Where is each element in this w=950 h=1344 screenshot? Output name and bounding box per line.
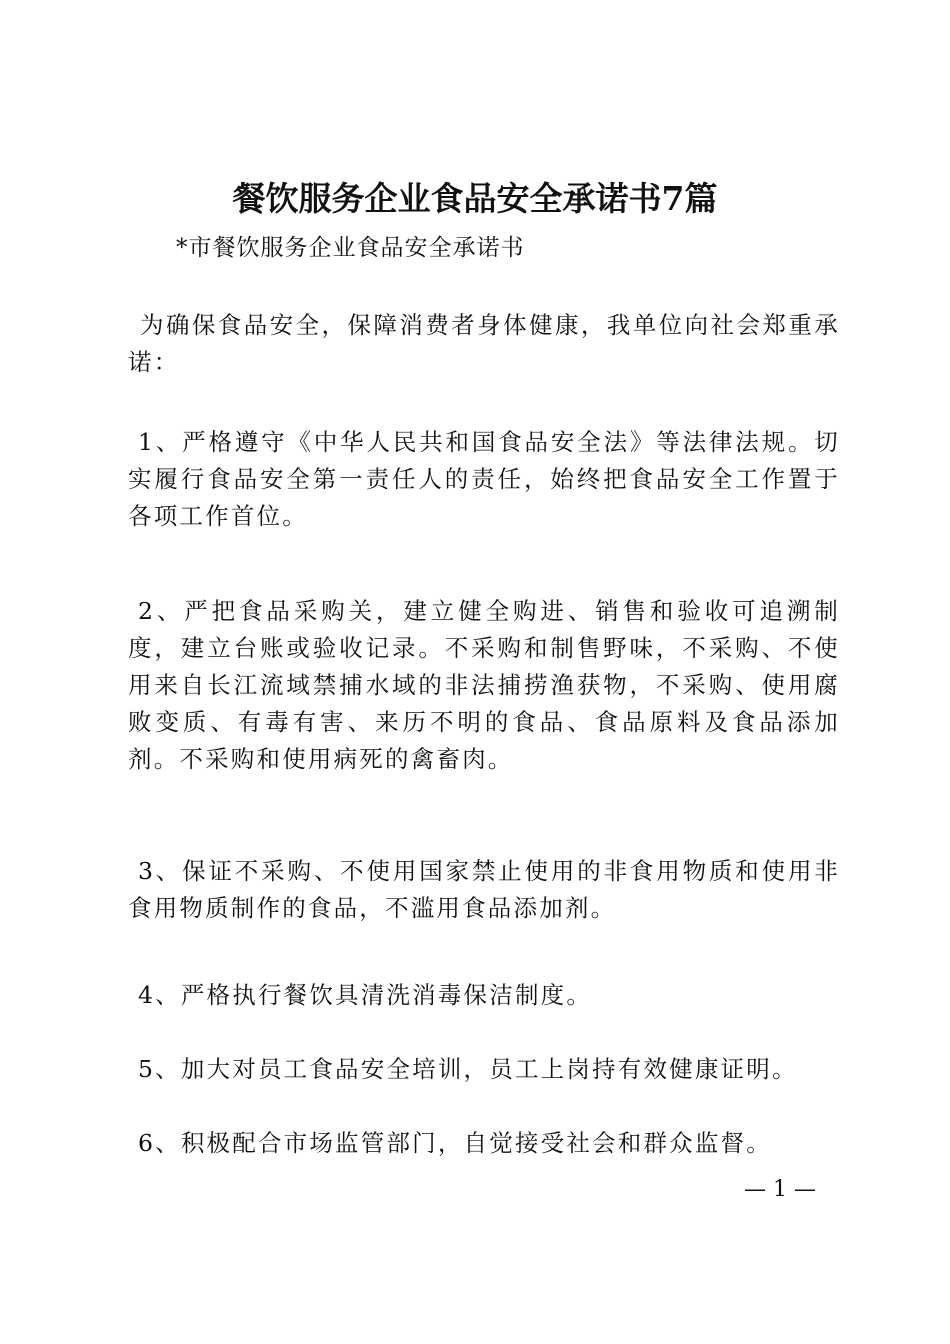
commitment-item-2: 2、严把食品采购关，建立健全购进、销售和验收可追溯制度，建立台账或验收记录。不采购和制售野味，不采购、不使用来自长江流域禁捕水域的非法捕捞渔获物，不采购、使用腐败变质、有毒有害、来历不明的食品、食品原料及食品添加剂。不采购和使用病死的禽畜肉。 xyxy=(128,597,840,773)
intro-paragraph: 为确保食品安全，保障消费者身体健康，我单位向社会郑重承诺： xyxy=(128,311,840,376)
commitment-item-1: 1、严格遵守《中华人民共和国食品安全法》等法律法规。切实履行食品安全第一责任人的责任，始终把食品安全工作置于各项工作首位。 xyxy=(128,428,840,530)
page-number: — 1 — xyxy=(744,1177,816,1202)
document-title: 餐饮服务企业食品安全承诺书7篇 xyxy=(232,179,718,218)
commitment-item-5: 5、加大对员工食品安全培训，员工上岗持有效健康证明。 xyxy=(138,1055,798,1083)
commitment-item-6: 6、积极配合市场监管部门，自觉接受社会和群众监督。 xyxy=(138,1129,772,1157)
document-subtitle: *市餐饮服务企业食品安全承诺书 xyxy=(176,235,525,261)
commitment-item-3: 3、保证不采购、不使用国家禁止使用的非食用物质和使用非食用物质制作的食品，不滥用食品添加剂。 xyxy=(128,857,840,922)
commitment-item-4: 4、严格执行餐饮具清洗消毒保洁制度。 xyxy=(138,981,593,1009)
